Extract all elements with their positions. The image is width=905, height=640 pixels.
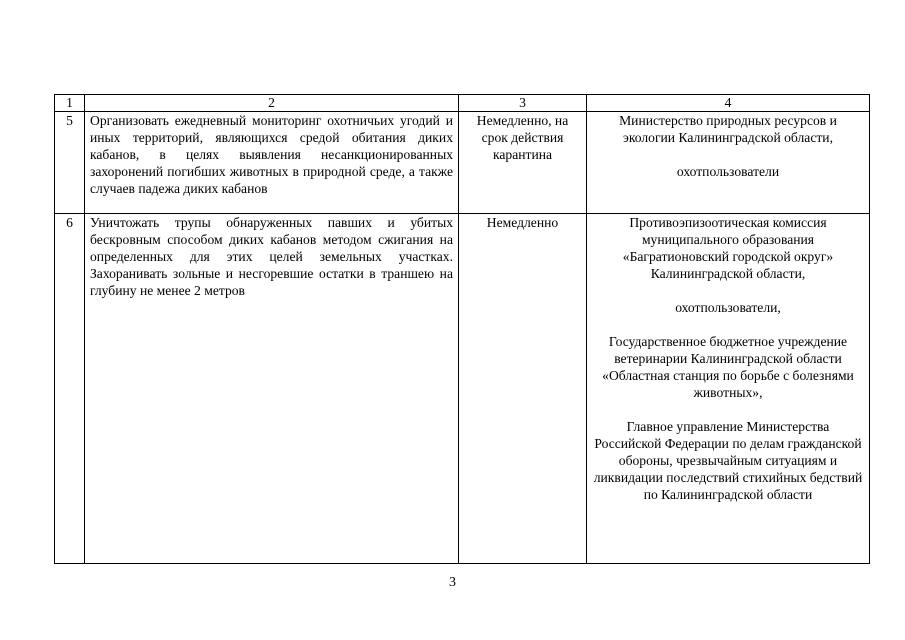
column-header-3: 3 [459,95,587,112]
row-number: 5 [55,112,85,214]
responsible-party: охотпользователи [676,164,780,179]
column-header-1: 1 [55,95,85,112]
responsible-cell [587,214,870,564]
table-row [55,112,870,214]
page-number: 3 [449,575,456,590]
responsible-party: Государственное бюджетное учреждение ветеринарии Калининградской области «Областная станция по борьбе с болезнями животных», [602,334,854,400]
measure-text: Организовать ежедневный мониторинг охотничьих угодий и иных территорий, являющихся средой обитания диких кабанов, в целях выявления несанкционированных захоронений погибших животных в природной среде, а также случаев падежа диких кабанов [85,112,459,214]
column-header-2: 2 [85,95,459,112]
responsible-party: Министерство природных ресурсов и экологии Калининградской области, [619,113,837,145]
table-row [55,214,870,564]
row-number: 6 [55,214,85,564]
responsible-party: охотпользователи, [675,300,781,315]
deadline-text: Немедленно [459,214,587,564]
responsible-party: Противоэпизоотическая комиссия муниципального образования «Багратионовский городской округ» Калининградской области, [622,215,834,281]
measures-table [54,94,870,564]
column-header-4: 4 [587,95,870,112]
measure-text: Уничтожать трупы обнаруженных павших и убитых бескровным способом диких кабанов методом сжигания на определенных для этих целей земельных участках. Захоранивать зольные и несгоревшие остатки в траншею на глубину не менее 2 метров [85,214,459,564]
responsible-cell [587,112,870,214]
deadline-text: Немедленно, на срок действия карантина [459,112,587,214]
table-header-row [55,95,870,112]
responsible-party: Главное управление Министерства Российской Федерации по делам гражданской обороны, чрезвычайным ситуациям и ликвидации последствий стихийных бедствий по Калининградской области [593,419,863,502]
